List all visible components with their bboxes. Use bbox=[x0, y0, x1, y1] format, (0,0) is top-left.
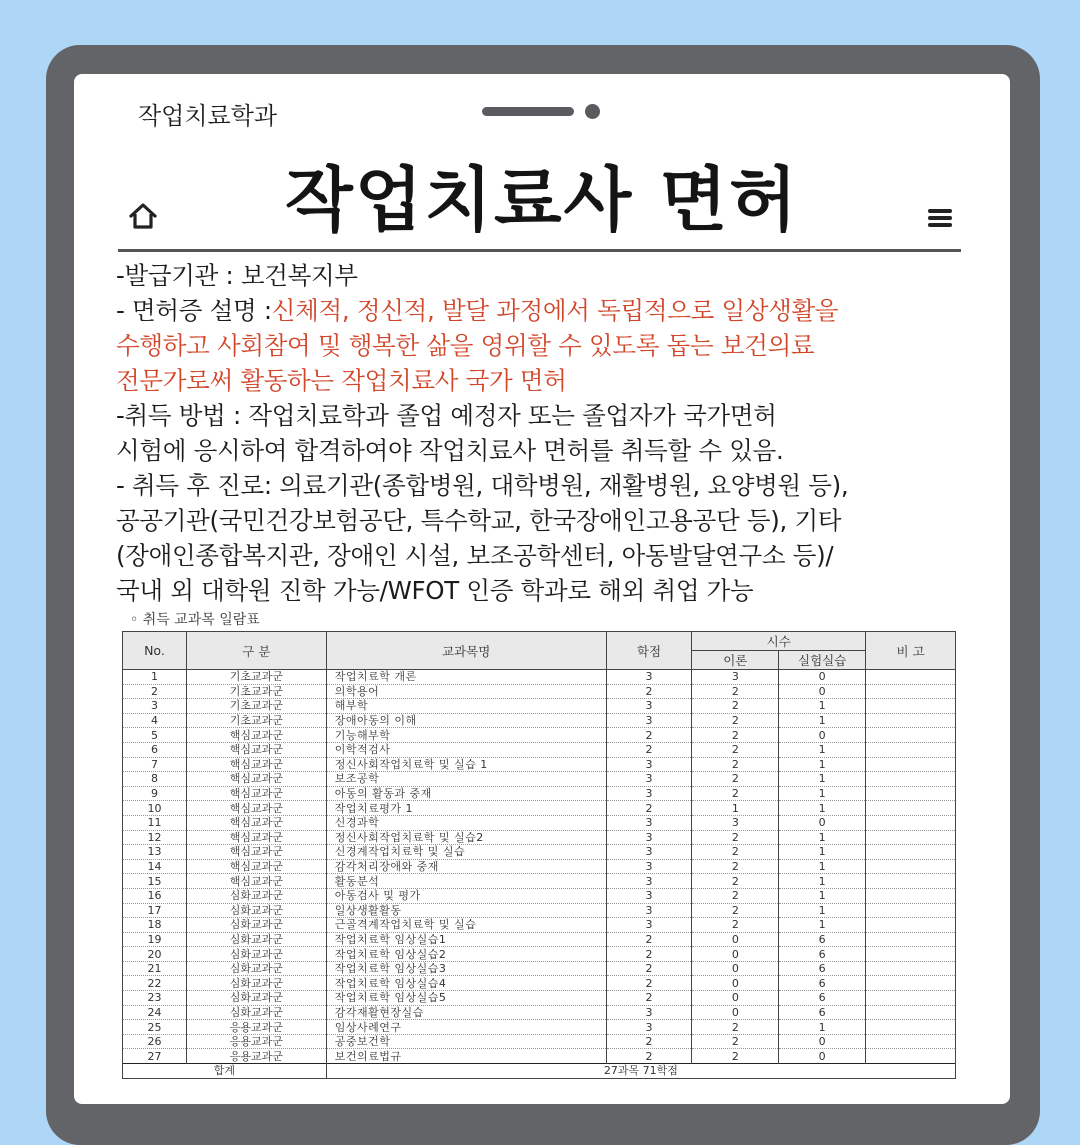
row-no: 5 bbox=[123, 728, 187, 743]
camera-dot bbox=[585, 104, 600, 119]
total-value: 27과목 71학점 bbox=[326, 1064, 955, 1079]
row-subject: 해부학 bbox=[326, 699, 606, 714]
header-divider bbox=[118, 249, 961, 252]
row-theory: 2 bbox=[692, 742, 779, 757]
home-icon[interactable] bbox=[128, 202, 158, 230]
row-category: 핵심교과군 bbox=[186, 859, 326, 874]
row-theory: 0 bbox=[692, 1005, 779, 1020]
row-no: 14 bbox=[123, 859, 187, 874]
row-no: 3 bbox=[123, 699, 187, 714]
row-subject: 감각처리장애와 중재 bbox=[326, 859, 606, 874]
method-line-2: 시험에 응시하여 합격하여야 작업치료사 면허를 취득할 수 있음. bbox=[116, 436, 784, 465]
row-practice: 1 bbox=[779, 786, 866, 801]
header-hours: 시수 bbox=[692, 632, 866, 651]
row-practice: 1 bbox=[779, 699, 866, 714]
row-theory: 0 bbox=[692, 976, 779, 991]
row-credits: 2 bbox=[606, 1034, 692, 1049]
table-row bbox=[123, 801, 956, 816]
row-credits: 2 bbox=[606, 932, 692, 947]
header-theory: 이론 bbox=[692, 651, 779, 670]
row-no: 7 bbox=[123, 757, 187, 772]
row-no: 17 bbox=[123, 903, 187, 918]
row-category: 심화교과군 bbox=[186, 947, 326, 962]
row-no: 11 bbox=[123, 815, 187, 830]
row-category: 응용교과군 bbox=[186, 1049, 326, 1064]
row-category: 기초교과군 bbox=[186, 670, 326, 685]
row-remarks bbox=[866, 888, 956, 903]
table-row bbox=[123, 757, 956, 772]
total-label: 합계 bbox=[123, 1064, 327, 1079]
row-category: 기초교과군 bbox=[186, 699, 326, 714]
row-no: 10 bbox=[123, 801, 187, 816]
row-credits: 2 bbox=[606, 742, 692, 757]
row-no: 20 bbox=[123, 947, 187, 962]
row-remarks bbox=[866, 991, 956, 1006]
row-no: 25 bbox=[123, 1020, 187, 1035]
row-credits: 2 bbox=[606, 991, 692, 1006]
row-remarks bbox=[866, 670, 956, 685]
row-theory: 3 bbox=[692, 670, 779, 685]
table-row bbox=[123, 1049, 956, 1064]
table-body bbox=[123, 670, 956, 1064]
row-category: 핵심교과군 bbox=[186, 757, 326, 772]
row-theory: 0 bbox=[692, 947, 779, 962]
row-theory: 2 bbox=[692, 1034, 779, 1049]
header-no: No. bbox=[123, 632, 187, 670]
row-practice: 6 bbox=[779, 976, 866, 991]
row-practice: 6 bbox=[779, 947, 866, 962]
description-line-1 bbox=[116, 293, 1006, 328]
row-no: 15 bbox=[123, 874, 187, 889]
table-row bbox=[123, 815, 956, 830]
row-credits: 3 bbox=[606, 859, 692, 874]
row-no: 23 bbox=[123, 991, 187, 1006]
row-no: 26 bbox=[123, 1034, 187, 1049]
row-theory: 2 bbox=[692, 699, 779, 714]
row-no: 2 bbox=[123, 684, 187, 699]
row-practice: 1 bbox=[779, 742, 866, 757]
row-category: 심화교과군 bbox=[186, 976, 326, 991]
table-row bbox=[123, 888, 956, 903]
row-practice: 1 bbox=[779, 757, 866, 772]
row-category: 핵심교과군 bbox=[186, 786, 326, 801]
department-label: 작업치료학과 bbox=[138, 102, 278, 130]
row-theory: 2 bbox=[692, 903, 779, 918]
table-caption: ◦ 취득 교과목 일람표 bbox=[130, 612, 260, 628]
row-remarks bbox=[866, 830, 956, 845]
row-practice: 6 bbox=[779, 1005, 866, 1020]
career-line-3: (장애인종합복지관, 장애인 시설, 보조공학센터, 아동발달연구소 등)/ bbox=[116, 541, 834, 570]
row-theory: 2 bbox=[692, 713, 779, 728]
row-credits: 3 bbox=[606, 772, 692, 787]
row-credits: 3 bbox=[606, 699, 692, 714]
row-category: 심화교과군 bbox=[186, 961, 326, 976]
row-theory: 1 bbox=[692, 801, 779, 816]
row-subject: 작업치료평가 1 bbox=[326, 801, 606, 816]
table-row bbox=[123, 1020, 956, 1035]
row-credits: 2 bbox=[606, 1049, 692, 1064]
row-subject: 작업치료학 임상실습1 bbox=[326, 932, 606, 947]
row-remarks bbox=[866, 961, 956, 976]
row-practice: 1 bbox=[779, 801, 866, 816]
row-category: 핵심교과군 bbox=[186, 728, 326, 743]
row-remarks bbox=[866, 874, 956, 889]
row-category: 핵심교과군 bbox=[186, 815, 326, 830]
row-practice: 1 bbox=[779, 859, 866, 874]
header-remarks: 비 고 bbox=[866, 632, 956, 670]
row-subject: 작업치료학 임상실습4 bbox=[326, 976, 606, 991]
row-category: 핵심교과군 bbox=[186, 845, 326, 860]
row-no: 21 bbox=[123, 961, 187, 976]
row-credits: 2 bbox=[606, 801, 692, 816]
row-credits: 3 bbox=[606, 918, 692, 933]
row-category: 핵심교과군 bbox=[186, 742, 326, 757]
row-credits: 2 bbox=[606, 728, 692, 743]
row-credits: 3 bbox=[606, 903, 692, 918]
row-category: 기초교과군 bbox=[186, 713, 326, 728]
row-no: 9 bbox=[123, 786, 187, 801]
table-row bbox=[123, 684, 956, 699]
row-subject: 근골격계작업치료학 및 실습 bbox=[326, 918, 606, 933]
row-theory: 2 bbox=[692, 859, 779, 874]
table-total-row bbox=[123, 1064, 956, 1079]
description-prefix: - 면허증 설명 : bbox=[116, 296, 272, 325]
row-remarks bbox=[866, 918, 956, 933]
table-row bbox=[123, 699, 956, 714]
row-credits: 2 bbox=[606, 947, 692, 962]
row-remarks bbox=[866, 742, 956, 757]
row-theory: 2 bbox=[692, 684, 779, 699]
row-subject: 신경과학 bbox=[326, 815, 606, 830]
row-no: 13 bbox=[123, 845, 187, 860]
row-theory: 2 bbox=[692, 728, 779, 743]
row-theory: 0 bbox=[692, 961, 779, 976]
row-no: 22 bbox=[123, 976, 187, 991]
row-practice: 0 bbox=[779, 1049, 866, 1064]
row-subject: 아동의 활동과 중재 bbox=[326, 786, 606, 801]
row-remarks bbox=[866, 728, 956, 743]
row-no: 27 bbox=[123, 1049, 187, 1064]
row-no: 8 bbox=[123, 772, 187, 787]
row-subject: 신경계작업치료학 및 실습 bbox=[326, 845, 606, 860]
description-highlight-3: 전문가로써 활동하는 작업치료사 국가 면허 bbox=[116, 366, 567, 395]
row-theory: 2 bbox=[692, 1020, 779, 1035]
row-subject: 활동분석 bbox=[326, 874, 606, 889]
row-remarks bbox=[866, 684, 956, 699]
table-row bbox=[123, 991, 956, 1006]
row-credits: 2 bbox=[606, 684, 692, 699]
row-category: 심화교과군 bbox=[186, 903, 326, 918]
row-theory: 2 bbox=[692, 845, 779, 860]
row-credits: 3 bbox=[606, 670, 692, 685]
row-remarks bbox=[866, 786, 956, 801]
row-credits: 3 bbox=[606, 815, 692, 830]
row-theory: 2 bbox=[692, 786, 779, 801]
row-subject: 임상사례연구 bbox=[326, 1020, 606, 1035]
row-remarks bbox=[866, 801, 956, 816]
row-theory: 0 bbox=[692, 932, 779, 947]
table-row bbox=[123, 728, 956, 743]
header-practice: 실험실습 bbox=[779, 651, 866, 670]
row-category: 핵심교과군 bbox=[186, 830, 326, 845]
row-credits: 2 bbox=[606, 976, 692, 991]
license-description bbox=[116, 258, 1006, 608]
row-remarks bbox=[866, 815, 956, 830]
table-row bbox=[123, 713, 956, 728]
table-row bbox=[123, 947, 956, 962]
row-practice: 1 bbox=[779, 888, 866, 903]
row-theory: 2 bbox=[692, 888, 779, 903]
row-credits: 3 bbox=[606, 888, 692, 903]
row-subject: 의학용어 bbox=[326, 684, 606, 699]
row-subject: 감각재활현장실습 bbox=[326, 1005, 606, 1020]
row-credits: 3 bbox=[606, 713, 692, 728]
row-theory: 3 bbox=[692, 815, 779, 830]
row-subject: 작업치료학 임상실습2 bbox=[326, 947, 606, 962]
row-category: 응용교과군 bbox=[186, 1020, 326, 1035]
row-practice: 0 bbox=[779, 728, 866, 743]
career-line-2: 공공기관(국민건강보험공단, 특수학교, 한국장애인고용공단 등), 기타 bbox=[116, 506, 842, 535]
row-remarks bbox=[866, 757, 956, 772]
row-no: 18 bbox=[123, 918, 187, 933]
table-row bbox=[123, 786, 956, 801]
row-subject: 이학적검사 bbox=[326, 742, 606, 757]
row-subject: 일상생활활동 bbox=[326, 903, 606, 918]
row-subject: 장애아동의 이해 bbox=[326, 713, 606, 728]
row-remarks bbox=[866, 1034, 956, 1049]
row-remarks bbox=[866, 1005, 956, 1020]
method-line-1: -취득 방법 : 작업치료학과 졸업 예정자 또는 졸업자가 국가면허 bbox=[116, 401, 777, 430]
row-remarks bbox=[866, 1049, 956, 1064]
row-subject: 기능해부학 bbox=[326, 728, 606, 743]
row-subject: 작업치료학 임상실습3 bbox=[326, 961, 606, 976]
row-practice: 6 bbox=[779, 961, 866, 976]
row-remarks bbox=[866, 859, 956, 874]
row-remarks bbox=[866, 932, 956, 947]
description-highlight-2: 수행하고 사회참여 및 행복한 삶을 영위할 수 있도록 돕는 보건의료 bbox=[116, 331, 815, 360]
row-subject: 정신사회작업치료학 및 실습 1 bbox=[326, 757, 606, 772]
table-row bbox=[123, 961, 956, 976]
row-practice: 6 bbox=[779, 991, 866, 1006]
row-practice: 1 bbox=[779, 903, 866, 918]
row-no: 24 bbox=[123, 1005, 187, 1020]
row-category: 심화교과군 bbox=[186, 888, 326, 903]
row-credits: 3 bbox=[606, 830, 692, 845]
table-row bbox=[123, 903, 956, 918]
row-subject: 작업치료학 개론 bbox=[326, 670, 606, 685]
row-practice: 1 bbox=[779, 830, 866, 845]
row-theory: 2 bbox=[692, 772, 779, 787]
table-row bbox=[123, 742, 956, 757]
row-credits: 3 bbox=[606, 786, 692, 801]
row-subject: 작업치료학 임상실습5 bbox=[326, 991, 606, 1006]
row-practice: 1 bbox=[779, 772, 866, 787]
row-practice: 1 bbox=[779, 918, 866, 933]
row-remarks bbox=[866, 903, 956, 918]
row-credits: 3 bbox=[606, 874, 692, 889]
table-row bbox=[123, 976, 956, 991]
row-theory: 2 bbox=[692, 757, 779, 772]
curriculum-table bbox=[122, 631, 956, 1079]
row-remarks bbox=[866, 713, 956, 728]
row-remarks bbox=[866, 947, 956, 962]
row-credits: 3 bbox=[606, 1020, 692, 1035]
description-highlight-1: 신체적, 정신적, 발달 과정에서 독립적으로 일상생활을 bbox=[271, 296, 839, 325]
row-credits: 3 bbox=[606, 1005, 692, 1020]
row-no: 4 bbox=[123, 713, 187, 728]
hamburger-menu-icon[interactable] bbox=[928, 208, 952, 228]
row-theory: 2 bbox=[692, 874, 779, 889]
row-category: 응용교과군 bbox=[186, 1034, 326, 1049]
speaker-bar bbox=[482, 107, 574, 116]
row-remarks bbox=[866, 699, 956, 714]
career-line-4: 국내 외 대학원 진학 가능/WFOT 인증 학과로 해외 취업 가능 bbox=[116, 576, 754, 605]
table-row bbox=[123, 845, 956, 860]
row-no: 6 bbox=[123, 742, 187, 757]
row-category: 핵심교과군 bbox=[186, 874, 326, 889]
row-credits: 3 bbox=[606, 845, 692, 860]
device-screen bbox=[74, 74, 1010, 1104]
table-row bbox=[123, 918, 956, 933]
row-theory: 0 bbox=[692, 991, 779, 1006]
row-remarks bbox=[866, 845, 956, 860]
row-practice: 0 bbox=[779, 684, 866, 699]
row-subject: 공중보건학 bbox=[326, 1034, 606, 1049]
row-theory: 2 bbox=[692, 1049, 779, 1064]
row-remarks bbox=[866, 976, 956, 991]
table-row bbox=[123, 859, 956, 874]
row-remarks bbox=[866, 1020, 956, 1035]
header-subject: 교과목명 bbox=[326, 632, 606, 670]
table-row bbox=[123, 830, 956, 845]
row-subject: 보조공학 bbox=[326, 772, 606, 787]
row-theory: 2 bbox=[692, 918, 779, 933]
row-practice: 1 bbox=[779, 713, 866, 728]
row-theory: 2 bbox=[692, 830, 779, 845]
header-credits: 학점 bbox=[606, 632, 692, 670]
row-practice: 1 bbox=[779, 874, 866, 889]
row-remarks bbox=[866, 772, 956, 787]
row-practice: 6 bbox=[779, 932, 866, 947]
row-practice: 1 bbox=[779, 1020, 866, 1035]
row-category: 심화교과군 bbox=[186, 991, 326, 1006]
row-category: 심화교과군 bbox=[186, 918, 326, 933]
row-category: 기초교과군 bbox=[186, 684, 326, 699]
row-category: 핵심교과군 bbox=[186, 801, 326, 816]
row-subject: 아동검사 및 평가 bbox=[326, 888, 606, 903]
table-row bbox=[123, 1005, 956, 1020]
header-category: 구 분 bbox=[186, 632, 326, 670]
table-row bbox=[123, 932, 956, 947]
row-no: 1 bbox=[123, 670, 187, 685]
row-practice: 1 bbox=[779, 845, 866, 860]
issuer-line: -발급기관 : 보건복지부 bbox=[116, 261, 358, 290]
table-row bbox=[123, 772, 956, 787]
row-subject: 정신사회작업치료학 및 실습2 bbox=[326, 830, 606, 845]
row-credits: 2 bbox=[606, 961, 692, 976]
row-practice: 0 bbox=[779, 1034, 866, 1049]
row-no: 16 bbox=[123, 888, 187, 903]
row-practice: 0 bbox=[779, 670, 866, 685]
row-subject: 보건의료법규 bbox=[326, 1049, 606, 1064]
table-row bbox=[123, 670, 956, 685]
row-credits: 3 bbox=[606, 757, 692, 772]
row-category: 핵심교과군 bbox=[186, 772, 326, 787]
row-no: 19 bbox=[123, 932, 187, 947]
page-title: 작업치료사 면허 bbox=[285, 159, 799, 241]
table-row bbox=[123, 1034, 956, 1049]
row-no: 12 bbox=[123, 830, 187, 845]
row-category: 심화교과군 bbox=[186, 932, 326, 947]
career-line-1: - 취득 후 진로: 의료기관(종합병원, 대학병원, 재활병원, 요양병원 등), bbox=[116, 471, 849, 500]
table-row bbox=[123, 874, 956, 889]
row-category: 심화교과군 bbox=[186, 1005, 326, 1020]
row-practice: 0 bbox=[779, 815, 866, 830]
